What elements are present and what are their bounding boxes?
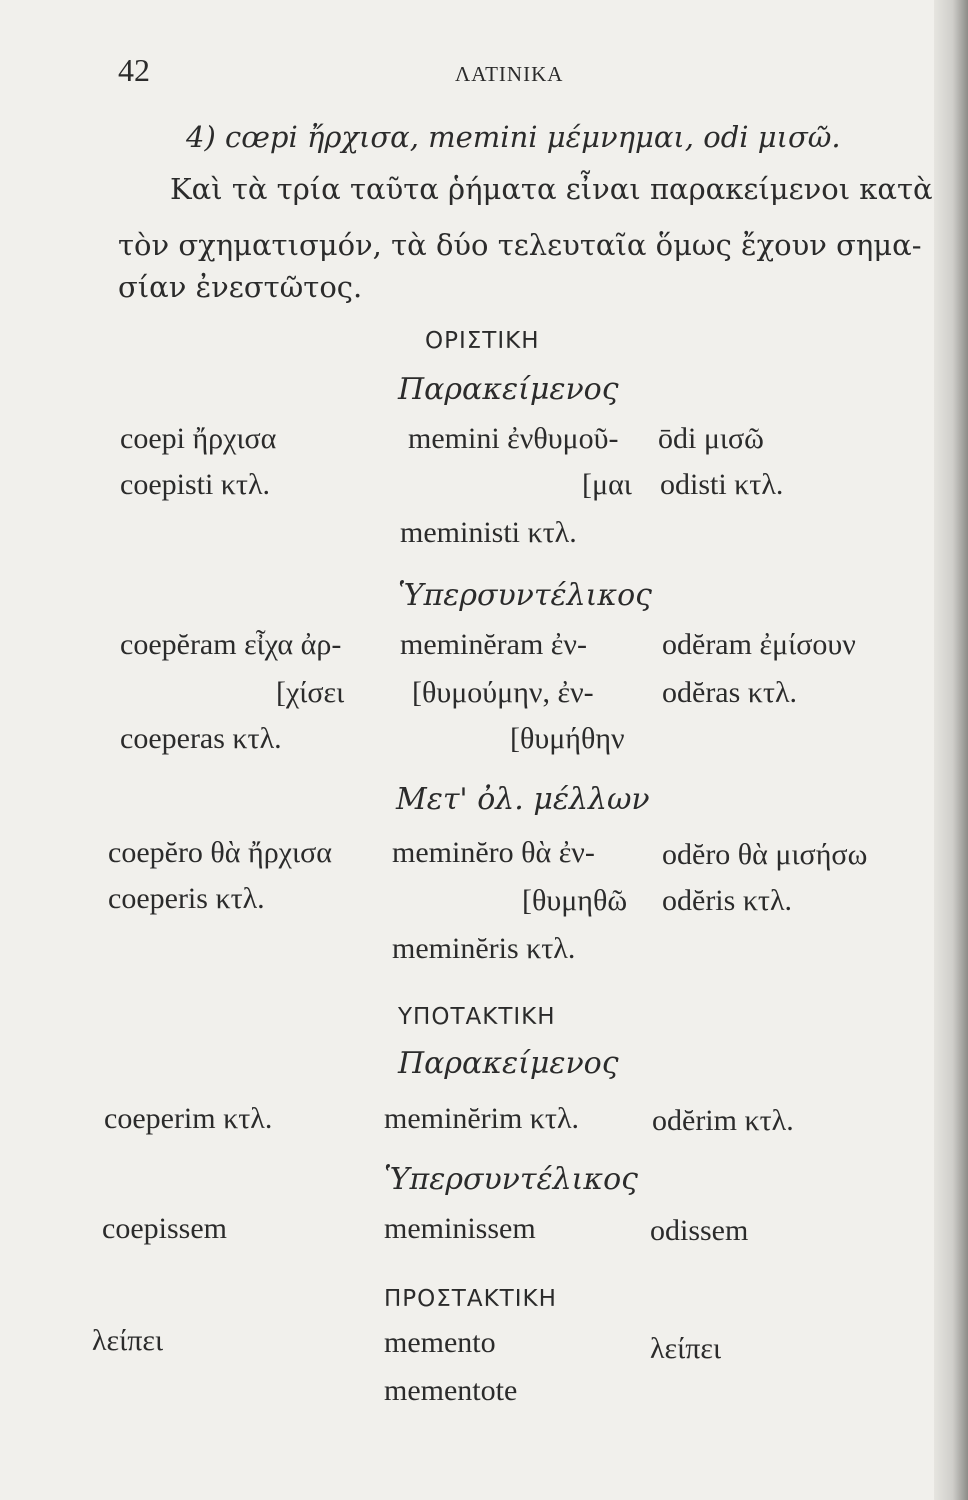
- subheading-met-mellon: Μετ' ὀλ. μέλλων: [396, 782, 650, 817]
- odi-pluperfect-1: odĕram ἐμίσουν: [662, 628, 856, 661]
- odi-future-perfect-1: odĕro θὰ μισήσω: [662, 838, 868, 871]
- memini-future-perfect-3: meminĕris κτλ.: [392, 932, 576, 965]
- memini-pluperfect-3: [θυμήθην: [510, 722, 625, 755]
- coepi-perfect-subjunctive: coeperim κτλ.: [104, 1102, 273, 1135]
- memini-perfect-subjunctive: meminĕrim κτλ.: [384, 1102, 580, 1135]
- odi-perfect-1: ōdi μισῶ: [658, 422, 764, 455]
- odi-perfect-subjunctive: odĕrim κτλ.: [652, 1104, 794, 1137]
- section-heading-prostaktiki: ΠΡΟΣΤΑΚΤΙΚΗ: [384, 1286, 557, 1312]
- memini-perfect-1: memini ἐνθυμοῦ-: [408, 422, 619, 455]
- memini-imperative-1: memento: [384, 1326, 496, 1359]
- subheading-hypersyntelikos: Ὑπερσυντέλικος: [398, 578, 652, 613]
- paragraph-line-2: τὸν σχηματισμόν, τὰ δύο τελευταῖα ὅμως ἔχουν σημα-: [118, 228, 922, 262]
- section-heading-oristiki: ΟΡΙΣΤΙΚΗ: [425, 328, 540, 354]
- coepi-pluperfect-subjunctive: coepissem: [102, 1212, 227, 1245]
- coepi-future-perfect-1: coepĕro θὰ ἤρχισα: [108, 836, 332, 869]
- odi-pluperfect-2: odĕras κτλ.: [662, 676, 798, 709]
- coepi-imperative: λείπει: [92, 1324, 164, 1357]
- coepi-future-perfect-2: coeperis κτλ.: [108, 882, 265, 915]
- memini-future-perfect-1: meminĕro θὰ ἐν-: [392, 836, 595, 869]
- memini-perfect-3: meministi κτλ.: [400, 516, 577, 549]
- subheading-subj-hypersyntelikos: Ὑπερσυντέλικος: [384, 1162, 638, 1197]
- coepi-perfect-2: coepisti κτλ.: [120, 468, 271, 501]
- coepi-pluperfect-3: coeperas κτλ.: [120, 722, 282, 755]
- memini-pluperfect-1: meminĕram ἐν-: [400, 628, 587, 661]
- memini-pluperfect-2: [θυμούμην, ἐν-: [412, 676, 594, 709]
- page-number: 42: [118, 52, 150, 88]
- memini-imperative-2: mementote: [384, 1374, 518, 1407]
- intro-first-line: 4) cœpi ἤρχισα, memini μέμνημαι, odi μισῶ.: [186, 120, 841, 154]
- odi-imperative: λείπει: [650, 1332, 722, 1365]
- memini-future-perfect-2: [θυμηθῶ: [522, 884, 628, 917]
- coepi-pluperfect-1: coepĕram εἶχα ἀρ-: [120, 628, 342, 661]
- section-heading-ypotaktiki: ΥΠΟΤΑΚΤΙΚΗ: [398, 1004, 556, 1030]
- paragraph-line-1: Καὶ τὰ τρία ταῦτα ῥήματα εἶναι παρακείμενοι κατὰ: [170, 172, 933, 206]
- memini-perfect-2: [μαι: [582, 468, 632, 501]
- coepi-pluperfect-2: [χίσει: [276, 676, 345, 709]
- odi-future-perfect-2: odĕris κτλ.: [662, 884, 793, 917]
- odi-pluperfect-subjunctive: odissem: [650, 1214, 749, 1247]
- paragraph-line-3: σίαν ἐνεστῶτος.: [118, 270, 363, 304]
- subheading-parakeimenos: Παρακείμενος: [398, 372, 619, 407]
- running-title: ΛΑΤΙΝΙΚΑ: [455, 62, 564, 86]
- page-edge-shadow: [934, 0, 968, 1500]
- subheading-subj-parakeimenos: Παρακείμενος: [398, 1046, 619, 1081]
- coepi-perfect-1: coepi ἤρχισα: [120, 422, 277, 455]
- odi-perfect-2: odisti κτλ.: [660, 468, 784, 501]
- memini-pluperfect-subjunctive: meminissem: [384, 1212, 536, 1245]
